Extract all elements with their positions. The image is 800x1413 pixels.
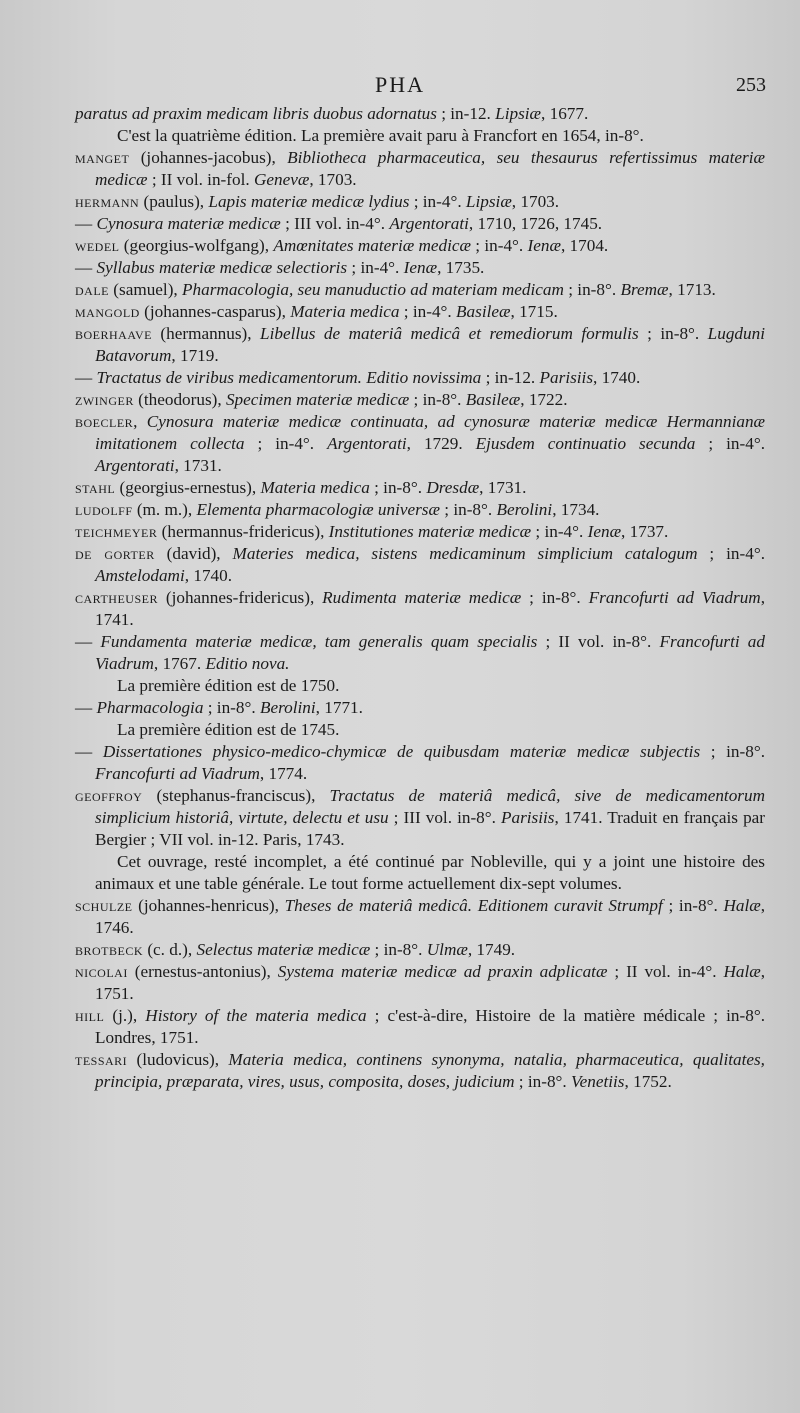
bibliography-entry bbox=[75, 477, 765, 499]
entry-text: ; III vol. in-8°. bbox=[388, 808, 501, 827]
title-text: Argentorati bbox=[95, 456, 175, 475]
title-text: Pharmacologia bbox=[96, 698, 204, 717]
entry-text: (ludovicus), bbox=[127, 1050, 229, 1069]
title-text: Theses de materiâ medicâ. Editionem curavit Strumpf bbox=[284, 896, 663, 915]
entry-text: La première édition est de 1750. bbox=[117, 676, 340, 695]
bibliography-entry bbox=[75, 323, 765, 367]
entry-text: ; in-4°. bbox=[399, 302, 457, 321]
bibliography-entry bbox=[75, 389, 765, 411]
bibliography-entry bbox=[75, 631, 765, 675]
bibliography-entry bbox=[75, 587, 765, 631]
title-text: Materia medica bbox=[290, 302, 400, 321]
bibliography-entry bbox=[75, 961, 765, 1005]
entry-text: , 1737. bbox=[621, 522, 669, 541]
title-text: Materia medica, continens synonyma, natalia, pharmaceutica, qualitates, principia, præparata, vires, usus, composita, doses, judicium bbox=[95, 1050, 765, 1091]
author-name: hermann bbox=[75, 192, 140, 211]
entry-text: ; in-12. bbox=[481, 368, 540, 387]
entry-text: ; in-8°. bbox=[638, 324, 708, 343]
author-name: dale bbox=[75, 280, 109, 299]
entry-text: , 1731. bbox=[174, 456, 222, 475]
title-text: Ienæ bbox=[403, 258, 438, 277]
entry-text: — bbox=[75, 698, 97, 717]
entry-text: , 1704. bbox=[560, 236, 609, 255]
bibliography-entry bbox=[75, 367, 765, 389]
bibliography-entry bbox=[75, 103, 765, 125]
title-text: Elementa pharmacologiæ universæ bbox=[196, 500, 440, 519]
entry-text: ; in-4°. bbox=[697, 544, 766, 563]
entry-text: (c. d.), bbox=[143, 940, 197, 959]
entry-text: Cet ouvrage, resté incomplet, a été continué par Nobleville, qui y a joint une histoire des animaux et une table générale. Le tout forme actuellement dix-sept volumes. bbox=[95, 852, 765, 893]
author-name: cartheuser bbox=[75, 588, 158, 607]
bibliography-note bbox=[75, 719, 765, 741]
bibliography-entry bbox=[75, 697, 765, 719]
title-text: Dresdæ bbox=[426, 478, 480, 497]
title-text: Halæ bbox=[723, 962, 761, 981]
title-text: Materies medica, sistens medicaminum simplicium catalogum bbox=[232, 544, 698, 563]
title-text: Basileæ bbox=[456, 302, 511, 321]
title-text: Ienæ bbox=[527, 236, 561, 255]
author-name: manget bbox=[75, 148, 130, 167]
entry-text: (hermannus), bbox=[151, 324, 261, 343]
author-name: wedel bbox=[75, 236, 120, 255]
entry-text: ; in-8°. bbox=[514, 1072, 572, 1091]
entry-text: ; in-8°. bbox=[563, 280, 621, 299]
entry-text: ; in-12. bbox=[436, 104, 496, 123]
entry-text: ; in-4°. bbox=[409, 192, 466, 211]
entry-text: ; II vol. in-4°. bbox=[607, 962, 724, 981]
title-text: Parisiis bbox=[539, 368, 594, 387]
author-name: boecler bbox=[75, 412, 134, 431]
entry-text: , 1729. bbox=[406, 434, 476, 453]
entry-text: (stephanus-franciscus), bbox=[142, 786, 330, 805]
entry-text: ; in-8°. bbox=[203, 698, 260, 717]
bibliography-entry bbox=[75, 1005, 765, 1049]
entry-text: (paulus), bbox=[139, 192, 209, 211]
entry-text: (m. m.), bbox=[132, 500, 197, 519]
entry-text: , 1722. bbox=[520, 390, 568, 409]
title-text: Ulmæ bbox=[426, 940, 468, 959]
entry-text: (johannes-casparus), bbox=[139, 302, 291, 321]
bibliography-text bbox=[75, 103, 765, 1093]
entry-text: (johannes-henricus), bbox=[132, 896, 285, 915]
title-text: Berolini bbox=[496, 500, 553, 519]
title-text: Syllabus materiæ medicæ selectioris bbox=[96, 258, 348, 277]
author-name: geoffroy bbox=[75, 786, 143, 805]
entry-text: , 1741. bbox=[95, 588, 765, 629]
entry-text: ; in-4°. bbox=[244, 434, 328, 453]
entry-text: ; c'est-à-dire, Histoire de la matière médicale ; in-8°. Londres, 1751. bbox=[95, 1006, 765, 1047]
bibliography-entry bbox=[75, 301, 765, 323]
title-text: Genevæ bbox=[253, 170, 310, 189]
title-text: Cynosura materiæ medicæ bbox=[96, 214, 281, 233]
entry-text: — bbox=[75, 368, 97, 387]
bibliography-entry bbox=[75, 411, 765, 477]
entry-text: ; in-8°. bbox=[409, 390, 466, 409]
bibliography-entry bbox=[75, 257, 765, 279]
entry-text: , 1735. bbox=[437, 258, 485, 277]
bibliography-entry bbox=[75, 147, 765, 191]
entry-text: ; in-8°. bbox=[439, 500, 497, 519]
entry-text: ; in-4°. bbox=[470, 236, 528, 255]
entry-text: , bbox=[133, 412, 147, 431]
entry-text: , 1715. bbox=[510, 302, 558, 321]
title-text: Lipsiæ bbox=[465, 192, 512, 211]
title-text: Lapis materiæ medicæ lydius bbox=[208, 192, 410, 211]
author-name: nicolai bbox=[75, 962, 128, 981]
author-name: ludolff bbox=[75, 500, 133, 519]
title-text: Cynosura materiæ medicæ continuata, ad cynosuræ materiæ medicæ Hermannianæ imitationem collecta bbox=[95, 412, 765, 453]
entry-text: — bbox=[75, 632, 101, 651]
entry-text: , 1734. bbox=[552, 500, 600, 519]
title-text: Ejusdem continuatio secunda bbox=[475, 434, 696, 453]
title-text: Pharmacologia, seu manuductio ad materiam medicam bbox=[182, 280, 564, 299]
entry-text: , 1767. bbox=[153, 654, 206, 673]
entry-text: (david), bbox=[154, 544, 233, 563]
author-name: teichmeyer bbox=[75, 522, 158, 541]
title-text: Halæ bbox=[723, 896, 761, 915]
entry-text: — bbox=[75, 214, 97, 233]
title-text: Lipsiæ bbox=[495, 104, 542, 123]
entry-text: , 1740. bbox=[593, 368, 641, 387]
author-name: zwinger bbox=[75, 390, 134, 409]
page-header bbox=[0, 72, 800, 102]
bibliography-entry bbox=[75, 785, 765, 851]
bibliography-entry bbox=[75, 213, 765, 235]
author-name: brotbeck bbox=[75, 940, 144, 959]
title-text: Francofurti ad Viadrum bbox=[95, 764, 260, 783]
entry-text: , 1677. bbox=[541, 104, 589, 123]
bibliography-entry bbox=[75, 191, 765, 213]
title-text: Dissertationes physico-medico-chymicæ de quibusdam materiæ medicæ subjectis bbox=[102, 742, 701, 761]
entry-text: (georgius-wolfgang), bbox=[119, 236, 274, 255]
entry-text: , 1731. bbox=[479, 478, 527, 497]
title-text: Tractatus de viribus medicamentorum. Editio novissima bbox=[96, 368, 482, 387]
title-text: History of the materia medica bbox=[145, 1006, 367, 1025]
title-text: Argentorati bbox=[389, 214, 469, 233]
entry-text: , 1774. bbox=[259, 764, 308, 783]
entry-text: , 1749. bbox=[467, 940, 516, 959]
author-name: stahl bbox=[75, 478, 116, 497]
entry-text: ; II vol. in-fol. bbox=[147, 170, 254, 189]
title-text: Libellus de materiâ medicâ et remediorum formulis bbox=[260, 324, 639, 343]
entry-text: C'est la quatrième édition. La première avait paru à Francfort en 1654, in-8°. bbox=[117, 126, 644, 145]
title-text: Parisiis bbox=[501, 808, 555, 827]
bibliography-entry bbox=[75, 543, 765, 587]
title-text: Amstelodami bbox=[95, 566, 185, 585]
entry-text: , 1703. bbox=[309, 170, 357, 189]
title-text: Specimen materiæ medicæ bbox=[225, 390, 410, 409]
entry-text: , 1703. bbox=[511, 192, 560, 211]
author-name: hill bbox=[75, 1006, 105, 1025]
bibliography-entry bbox=[75, 939, 765, 961]
title-text: Bibliotheca pharmaceutica, seu thesaurus refertissimus materiæ medicæ bbox=[95, 148, 765, 189]
entry-text: (j.), bbox=[104, 1006, 146, 1025]
entry-text: ; II vol. in-8°. bbox=[537, 632, 660, 651]
title-text: Institutiones materiæ medicæ bbox=[328, 522, 532, 541]
running-title: PHA bbox=[374, 72, 425, 97]
entry-text: ; in-4°. bbox=[695, 434, 765, 453]
title-text: Bremæ bbox=[620, 280, 669, 299]
title-text: Rudimenta materiæ medicæ bbox=[322, 588, 522, 607]
entry-text: ; in-8°. bbox=[370, 940, 427, 959]
entry-text: , 1746. bbox=[95, 896, 765, 937]
entry-text: (ernestus-antonius), bbox=[127, 962, 278, 981]
bibliography-entry bbox=[75, 499, 765, 521]
title-text: Argentorati bbox=[327, 434, 407, 453]
entry-text: , 1740. bbox=[184, 566, 233, 585]
bibliography-entry bbox=[75, 235, 765, 257]
entry-text: (theodorus), bbox=[133, 390, 226, 409]
title-text: Basileæ bbox=[465, 390, 521, 409]
title-text: Lugduni Batavorum bbox=[95, 324, 765, 365]
entry-text: (johannes-jacobus), bbox=[129, 148, 288, 167]
title-text: Berolini bbox=[259, 698, 316, 717]
bibliography-note bbox=[75, 675, 765, 697]
author-name: mangold bbox=[75, 302, 140, 321]
author-name: schulze bbox=[75, 896, 133, 915]
entry-text: ; in-8°. bbox=[521, 588, 589, 607]
title-text: Systema materiæ medicæ ad praxin adplicatæ bbox=[277, 962, 608, 981]
entry-text: , 1751. bbox=[95, 962, 765, 1003]
entry-text: (samuel), bbox=[109, 280, 183, 299]
bibliography-entry bbox=[75, 279, 765, 301]
bibliography-note bbox=[75, 125, 765, 147]
entry-text: La première édition est de 1745. bbox=[117, 720, 340, 739]
entry-text: — bbox=[75, 742, 103, 761]
entry-text: ; in-4°. bbox=[531, 522, 588, 541]
entry-text: , 1741. Traduit en français par Bergier ; VII vol. in-12. Paris, 1743. bbox=[95, 808, 766, 849]
entry-text: ; in-4°. bbox=[347, 258, 404, 277]
entry-text: , 1713. bbox=[668, 280, 716, 299]
page-number: 253 bbox=[736, 74, 766, 96]
title-text: Francofurti ad Viadrum bbox=[588, 588, 761, 607]
entry-text: (johannes-fridericus), bbox=[157, 588, 323, 607]
bibliography-entry bbox=[75, 741, 765, 785]
entry-text: ; in-8°. bbox=[700, 742, 766, 761]
author-name: de gorter bbox=[75, 544, 155, 563]
entry-text: (georgius-ernestus), bbox=[115, 478, 261, 497]
entry-text: ; III vol. in-4°. bbox=[280, 214, 390, 233]
title-text: Amœnitates materiæ medicæ bbox=[273, 236, 471, 255]
entry-text: , 1710, 1726, 1745. bbox=[468, 214, 603, 233]
entry-text: ; in-8°. bbox=[662, 896, 724, 915]
title-text: Francofurti ad Viadrum bbox=[95, 632, 765, 673]
bibliography-note bbox=[75, 851, 765, 895]
entry-text: , 1771. bbox=[315, 698, 363, 717]
entry-text: — bbox=[75, 258, 97, 277]
entry-text: , 1752. bbox=[624, 1072, 672, 1091]
title-text: Ienæ bbox=[587, 522, 622, 541]
bibliography-entry bbox=[75, 521, 765, 543]
author-name: boerhaave bbox=[75, 324, 152, 343]
entry-text: , 1719. bbox=[171, 346, 219, 365]
author-name: tessari bbox=[75, 1050, 128, 1069]
title-text: paratus ad praxim medicam libris duobus adornatus bbox=[75, 104, 437, 123]
title-text: Selectus materiæ medicæ bbox=[196, 940, 371, 959]
title-text: Tractatus de materiâ medicâ, sive de medicamentorum simplicium historiâ, virtute, delectu et usu bbox=[95, 786, 765, 827]
title-text: Editio nova. bbox=[205, 654, 290, 673]
bibliography-entry bbox=[75, 1049, 765, 1093]
title-text: Materia medica bbox=[260, 478, 370, 497]
entry-text: (hermannus-fridericus), bbox=[157, 522, 329, 541]
bibliography-entry bbox=[75, 895, 765, 939]
title-text: Fundamenta materiæ medicæ, tam generalis quam specialis bbox=[100, 632, 538, 651]
entry-text: ; in-8°. bbox=[369, 478, 427, 497]
title-text: Venetiis bbox=[571, 1072, 625, 1091]
